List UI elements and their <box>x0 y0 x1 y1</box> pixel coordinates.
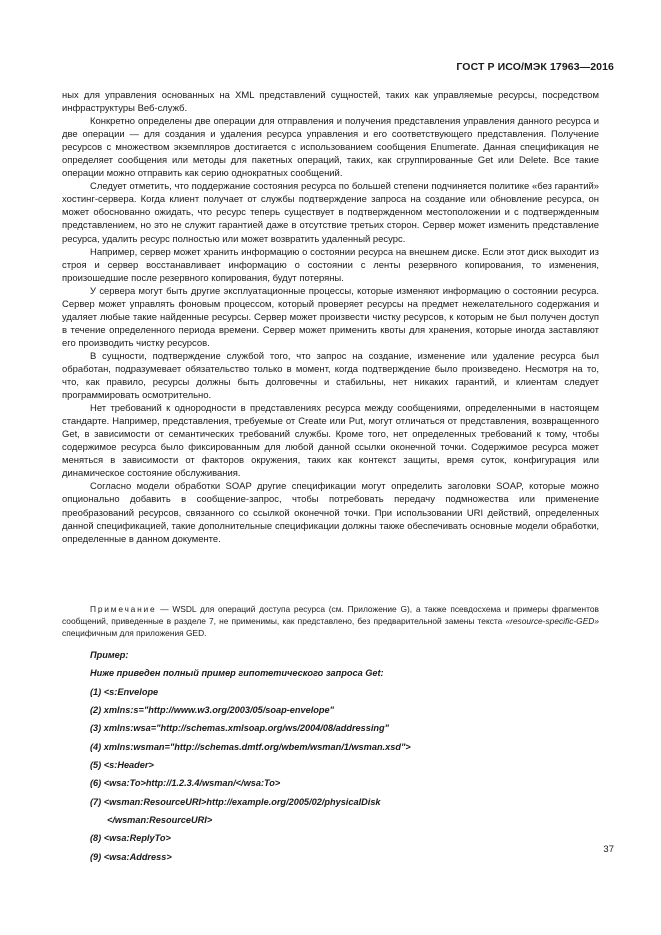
note-italic-term: «resource-specific-GED» <box>505 616 599 627</box>
main-text <box>62 89 599 546</box>
note-text-end: специфичным для приложения GED. <box>62 628 207 639</box>
code-line: (3) xmlns:wsa="http://schemas.xmlsoap.org/ws/2004/08/addressing" <box>90 723 389 734</box>
paragraph: Нет требований к однородности в представлениях ресурса между сообщениями, определенными в настоящем стандарте. Например, представления, требуемые от Create или Put, могут отличаться от представления, возвращенного Get, в зависимости от семантических требований службы. Кроме того, нет определенных требований к тому, чтобы содержимое ресурса было фиксированным для любой данной ссылки оконечной точки. Содержимое ресурса может меняться в зависимости от факторов окружения, таких как контекст защиты, время суток, конфигурация или динамическое состояние обслуживания. <box>62 403 599 480</box>
code-line: (1) <s:Envelope <box>90 686 159 697</box>
paragraph: У сервера могут быть другие эксплуатационные процессы, которые изменяют информацию о состоянии ресурса. Сервер может управлять фоновым процессом, который проверяет ресурсы на предмет нежелательного содержания и удаляет любые такие найденные ресурсы. Сервер может произвести чистку ресурсов, к которым не был получен доступ в течение определенного периода времени. Сервер может применить квоты для хранения, которые иногда заставляют его производить чистку ресурсов. <box>62 285 599 349</box>
note-label: Примечание <box>90 604 157 614</box>
paragraph: В сущности, подтверждение службой того, что запрос на создание, изменение или удаление ресурса был обработан, подразумевает обязательство только в момент, когда подтверждение было произведено. Несмотря на то, что, как правило, ресурсы должны быть долговечны и стабильны, нет никаких гарантий, и клиентам следует программировать осмотрительно. <box>62 350 599 402</box>
document-header: ГОСТ Р ИСО/МЭК 17963—2016 <box>456 61 614 73</box>
code-line: </wsman:ResourceURI> <box>107 815 213 826</box>
code-line: (2) xmlns:s="http://www.w3.org/2003/05/soap-envelope" <box>90 705 334 716</box>
note-text: — WSDL для операций доступа ресурса (см. Приложение G), а также псевдосхема и примеры фрагментов сообщений, приведенные в разделе 7, не применимы, как представлено, без предварительной замены текста <box>62 604 599 627</box>
code-line: (8) <wsa:ReplyTo> <box>90 833 171 844</box>
code-line: (4) xmlns:wsman="http://schemas.dmtf.org/wbem/wsman/1/wsman.xsd"> <box>90 741 411 752</box>
paragraph: Согласно модели обработки SOAP другие спецификации могут определить заголовки SOAP, которые можно опционально добавить в сообщение-запрос, чтобы потребовать передачу подмножества или применение преобразований ресурсов, связанного со ссылкой оконечной точки. При использовании URI действий, определенных данной спецификацией, такие дополнительные спецификации должны также обеспечивать основные модели обработки, определенные в данном документе. <box>62 481 599 545</box>
paragraph: Конкретно определены две операции для отправления и получения представления управления данного ресурса и две операции — для создания и удаления ресурса управления и его соответствующего представления. Получение ресурсов с множеством экземпляров достигается с использованием сообщения Enumerate. Данная спецификация не определяет сообщения или методы для пакетных операций, таких, как сгруппированные Get или Delete. Все такие операции можно отправить как серию однократных сообщений. <box>62 116 599 180</box>
example-label: Пример: <box>90 650 129 660</box>
paragraph: Следует отметить, что поддержание состояния ресурса по большей степени подчиняется политике «без гарантий» хостинг-сервера. Когда клиент получает от службы подтверждение запроса на создание или обновление ресурса, он может обоснованно ожидать, что ресурс теперь существует в подтвержденном местоположении и с подтвержденным представлением, но это не служит гарантией даже в отсутствие третьих сторон. Сервер может изменить представление ресурса, удалить ресурс полностью или может возвратить удаленный ресурс. <box>62 181 599 245</box>
paragraph: ных для управления основанных на XML представлений сущностей, таких как управляемые ресурсы, посредством инфраструктуры Веб-служб. <box>62 90 599 115</box>
page-number: 37 <box>603 844 614 855</box>
code-line: (5) <s:Header> <box>90 760 154 771</box>
code-line: (9) <wsa:Address> <box>90 851 172 862</box>
code-line: (7) <wsman:ResourceURI>http://example.org/2005/02/physicalDisk <box>90 796 381 807</box>
example-intro: Ниже приведен полный пример гипотетического запроса Get: <box>90 668 384 679</box>
note <box>62 603 599 640</box>
code-line: (6) <wsa:To>http://1.2.3.4/wsman/</wsa:To> <box>90 778 281 789</box>
paragraph: Например, сервер может хранить информацию о состоянии ресурса на внешнем диске. Если этот диск выходит из строя и сервер восстанавливает информацию о состоянии с ленты резервного копирования, то изменения, произошедшие после резервного копирования, будут потеряны. <box>62 246 599 284</box>
example-block <box>90 646 610 866</box>
